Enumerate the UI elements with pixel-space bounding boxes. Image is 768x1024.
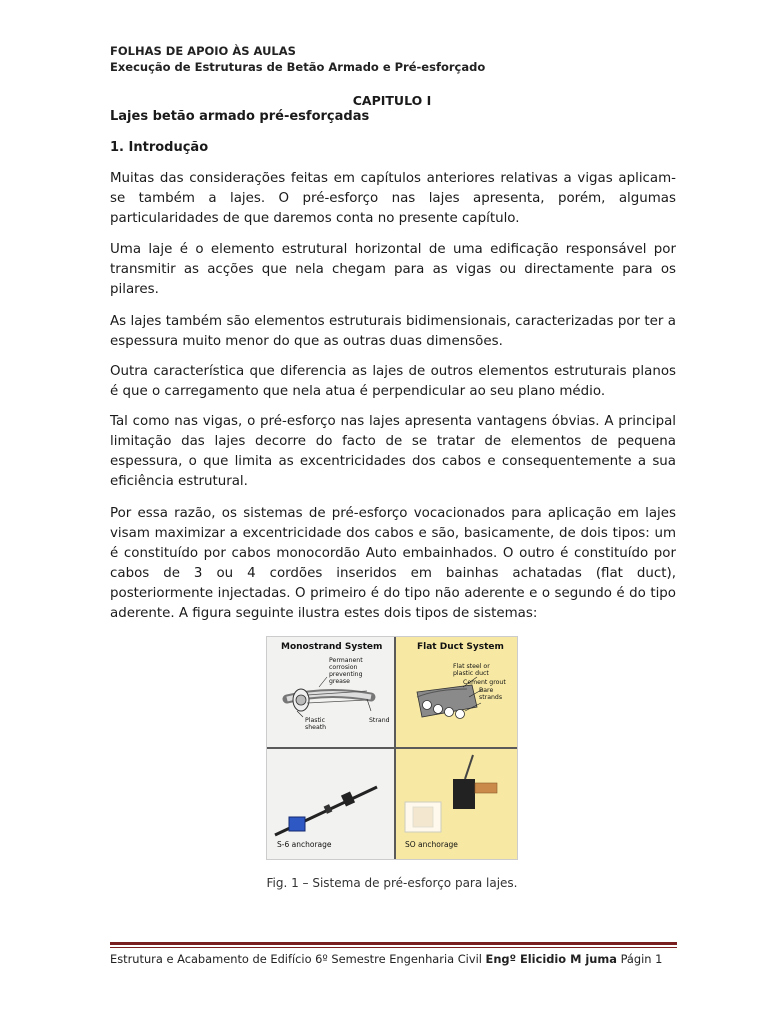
figure-divider-horizontal [267,747,517,749]
page-footer [110,952,662,966]
page-title: Lajes betão armado pré-esforçadas [110,109,370,124]
paragraph-5: Tal como nas vigas, o pré-esforço nas lajes apresenta vantagens óbvias. A principal limitação das lajes decorre do facto de se tratar de elementos de pequena espessura, o que limita as excentricidades dos cabos e consequentemente a sua eficiência estrutural. [110,414,676,489]
label-so-anchorage: SO anchorage [405,840,458,849]
footer-text: Estrutura e Acabamento de Edifício 6º Semestre Engenharia Civil [110,952,486,966]
paragraph-4: Outra característica que diferencia as lajes de outros elementos estruturais planos é que o carregamento que nela atua é perpendicular ao seu plano médio. [110,364,676,399]
paragraph-3: As lajes também são elementos estruturais bidimensionais, caracterizadas por ter a espessura muito menor do que as outras duas dimensões. [110,314,676,349]
label-flat-steel: Flat steel or plastic duct [453,663,490,677]
paragraph-2: Uma laje é o elemento estrutural horizontal de uma edificação responsável por transmitir as acções que nela chegam para as vigas ou directamente para os pilares. [110,242,676,297]
so-anchorage-illustration [405,755,497,832]
label-corrosion-grease: Permanent corrosion preventing grease [329,657,363,685]
chapter-heading: CAPITULO I [352,93,432,108]
label-s6-anchorage: S-6 anchorage [277,840,332,849]
monostrand-heading: Monostrand System [281,642,383,652]
footer-rule-thick [110,942,677,945]
footer-author: Engº Elicidio M juma [485,952,617,966]
s6-anchorage-illustration [275,787,377,835]
footer-page: Págin 1 [616,952,663,966]
running-header-title: FOLHAS DE APOIO ÀS AULAS [110,44,296,58]
paragraph-6: Por essa razão, os sistemas de pré-esforço vocacionados para aplicação em lajes visam maximizar a excentricidade dos cabos e são, basicamente, de dois tipos: um é constituído por cabos monocordão Auto embainhados. O outro é constituído por cabos de 3 ou 4 cordões inseridos em bainhas achatadas (flat duct), posteriormente injectadas. O primeiro é do tipo não aderente e o segundo é do tipo aderente. A figura seguinte ilustra estes dois tipos de sistemas: [110,506,676,621]
label-bare-strands: Bare strands [479,687,503,701]
label-plastic-sheath: Plastic sheath [305,717,327,731]
flat-duct-heading: Flat Duct System [417,642,504,652]
label-cement-grout: Cement grout [463,679,506,686]
label-strand: Strand [369,717,390,724]
figure-caption: Fig. 1 – Sistema de pré-esforço para lajes. [266,876,518,890]
footer-rule-thin [110,947,677,948]
running-header-subtitle: Execução de Estruturas de Betão Armado e Pré-esforçado [110,60,486,74]
section-heading: 1. Introdução [110,140,209,155]
figure-prestress-systems [266,636,518,860]
paragraph-1: Muitas das considerações feitas em capítulos anteriores relativas a vigas aplicam-se também a lajes. O pré-esforço nas lajes apresenta, porém, algumas particularidades de que daremos conta no presente capítulo. [110,171,676,226]
